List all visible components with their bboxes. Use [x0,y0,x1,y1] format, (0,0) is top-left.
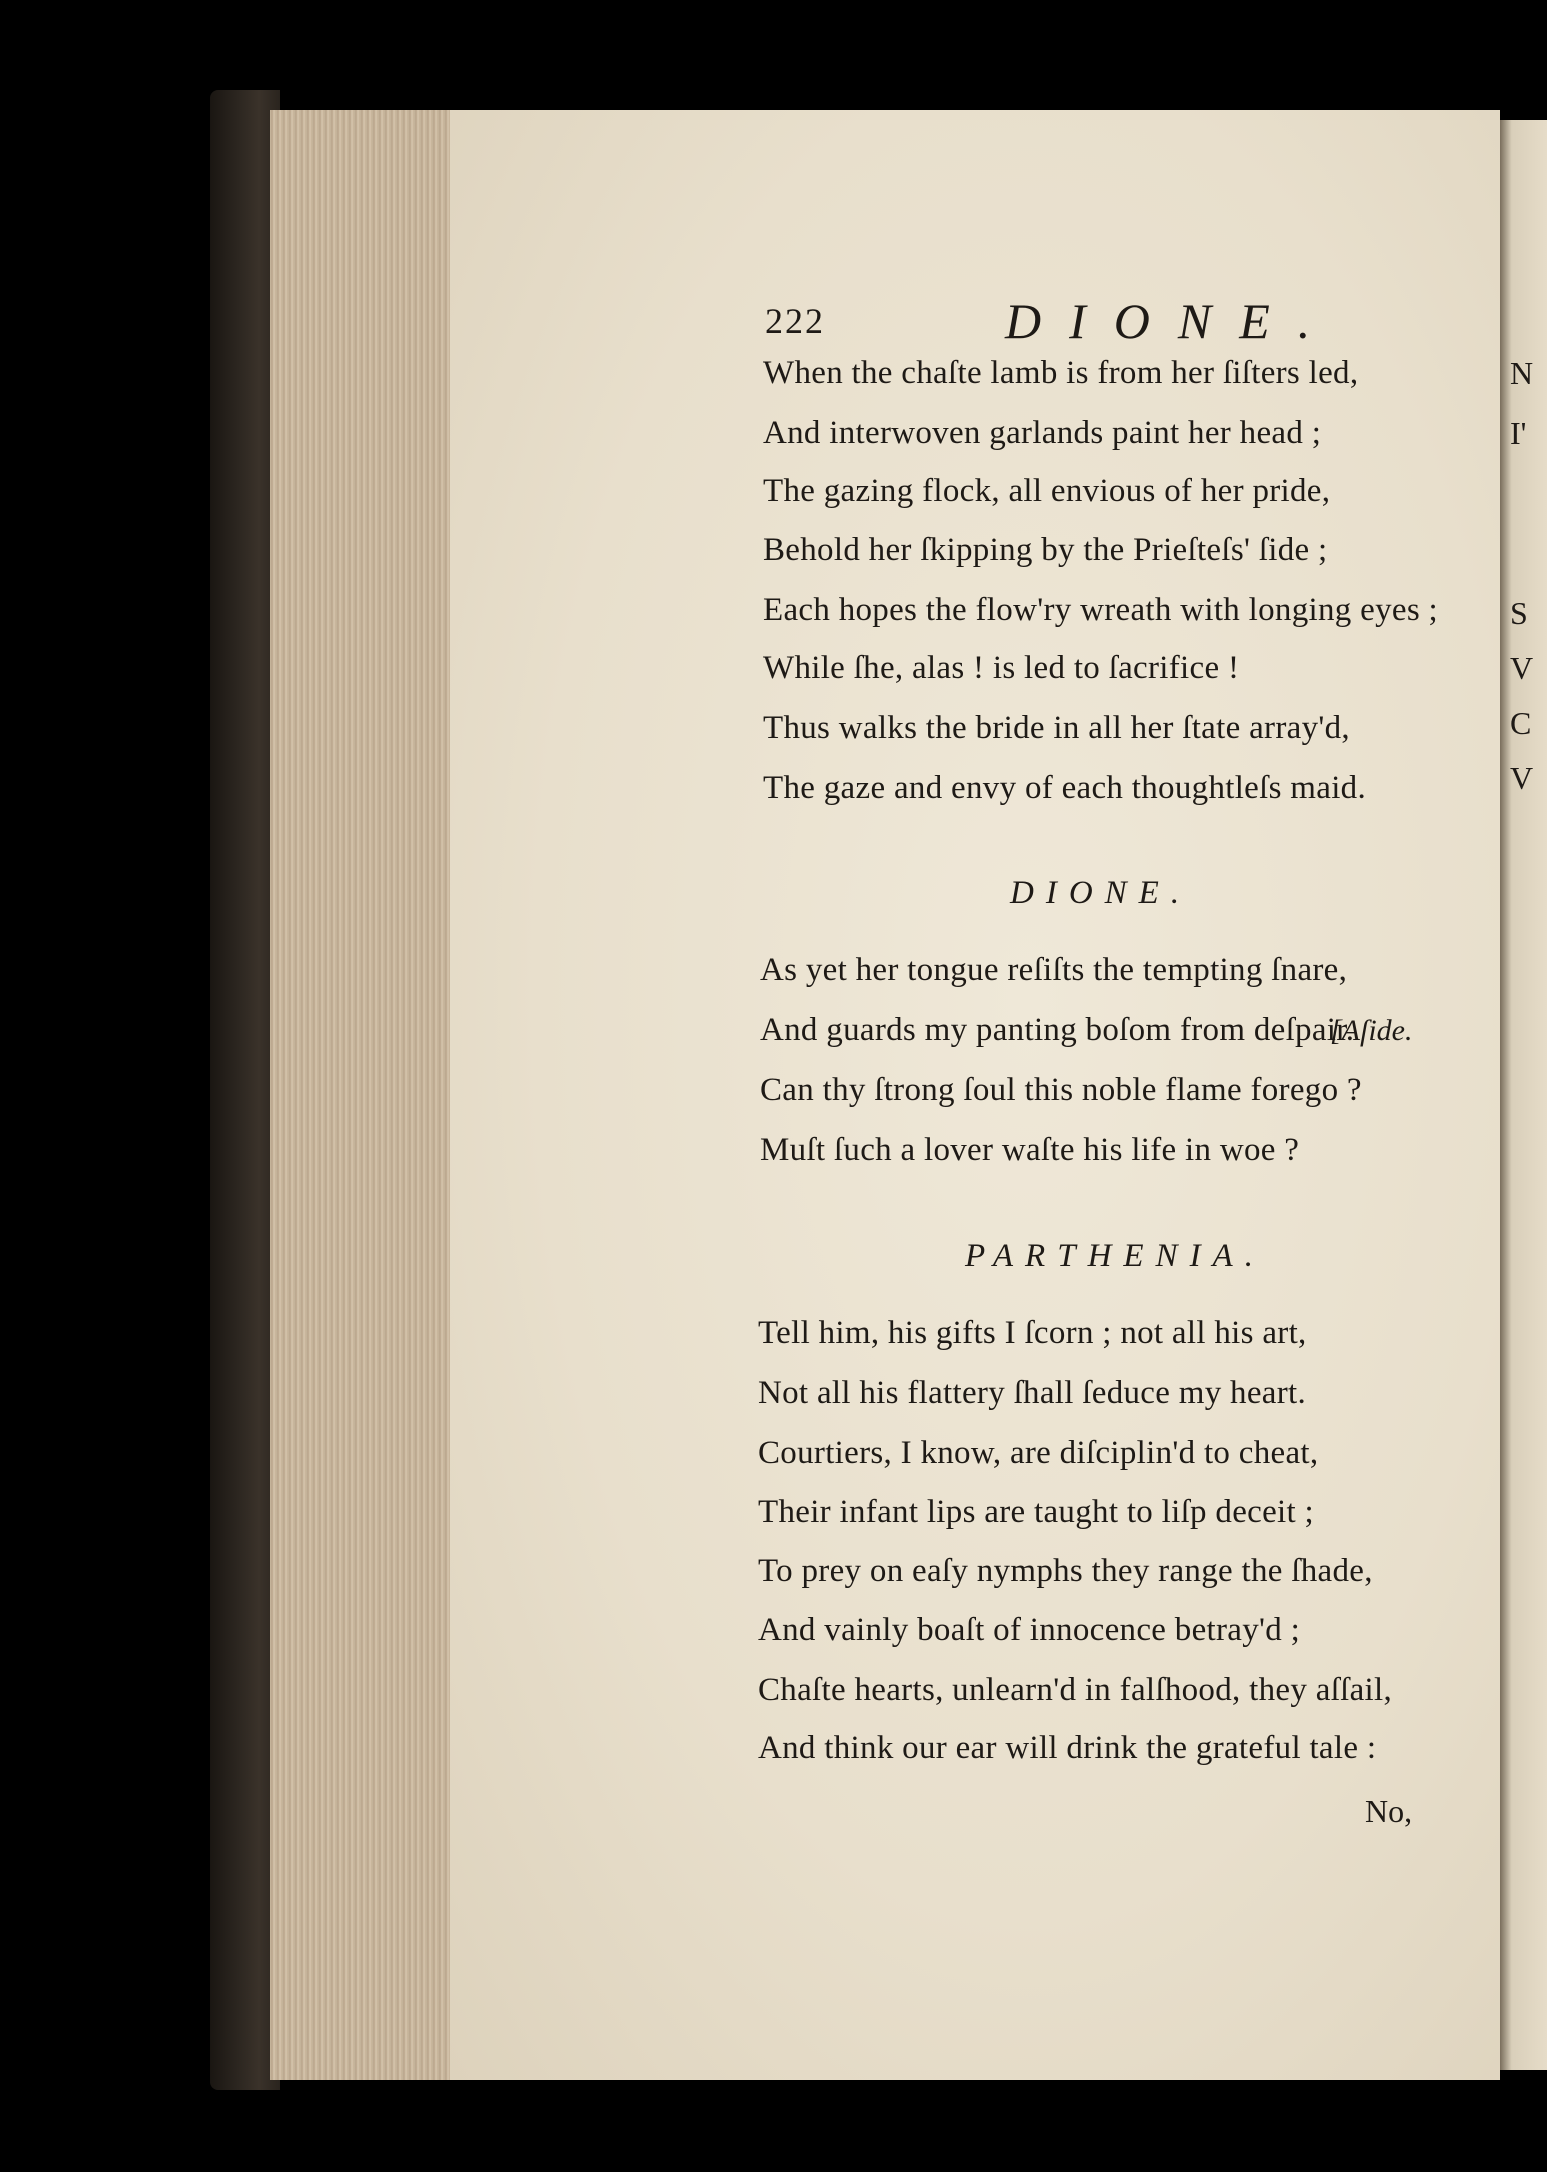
verse-line: Each hopes the flow'ry wreath with longing eyes ; [763,592,1438,628]
facing-page-letter: V [1510,760,1534,796]
verse-line: Can thy ſtrong ſoul this noble flame forego ? [760,1072,1362,1108]
verse-line: Not all his flattery ſhall ſeduce my heart. [758,1375,1307,1411]
verse-line: Thus walks the bride in all her ſtate array'd, [763,710,1350,746]
page [450,110,1500,2080]
facing-page-letter: S [1510,595,1528,631]
verse-line: And guards my panting boſom from deſpair. [760,1012,1355,1048]
verse-line: And think our ear will drink the grateful tale : [758,1730,1377,1766]
book [210,90,1547,2090]
verse-line: When the chaſte lamb is from her ſiſters led, [763,355,1359,391]
verse-line: And vainly boaſt of innocence betray'd ; [758,1612,1301,1648]
facing-page-letter: V [1510,650,1534,686]
facing-page-edge [1500,120,1547,2070]
verse-line: The gazing flock, all envious of her pride, [763,473,1331,509]
facing-page-letter: I' [1510,415,1527,451]
verse-line: Courtiers, I know, are diſciplin'd to cheat, [758,1435,1319,1471]
page-edges [270,110,455,2080]
facing-page-letter: C [1510,705,1532,741]
speaker-name: DIONE. [1010,875,1192,911]
verse-line: While ſhe, alas ! is led to ſacrifice ! [763,650,1240,686]
facing-page-letter: N [1510,355,1534,391]
catchword: No, [1365,1793,1413,1829]
page-number: 222 [765,301,825,341]
verse-line: Muſt ſuch a lover waſte his life in woe ? [760,1132,1300,1168]
verse-line: As yet her tongue reſiſts the tempting ſnare, [760,952,1348,988]
verse-line: And interwoven garlands paint her head ; [763,415,1322,451]
verse-line: Tell him, his gifts I ſcorn ; not all his art, [758,1315,1307,1351]
verse-line: To prey on eaſy nymphs they range the ſhade, [758,1553,1373,1589]
stage-direction: [Aſide. [1330,1014,1413,1047]
speaker-name: PARTHENIA. [965,1238,1265,1274]
verse-line: Chaſte hearts, unlearn'd in falſhood, they aſſail, [758,1672,1393,1708]
verse-line: Their infant lips are taught to liſp deceit ; [758,1494,1315,1530]
running-head: DIONE. [1005,293,1339,349]
verse-line: The gaze and envy of each thoughtleſs maid. [763,770,1367,806]
verse-line: Behold her ſkipping by the Prieſteſs' ſide ; [763,532,1328,568]
